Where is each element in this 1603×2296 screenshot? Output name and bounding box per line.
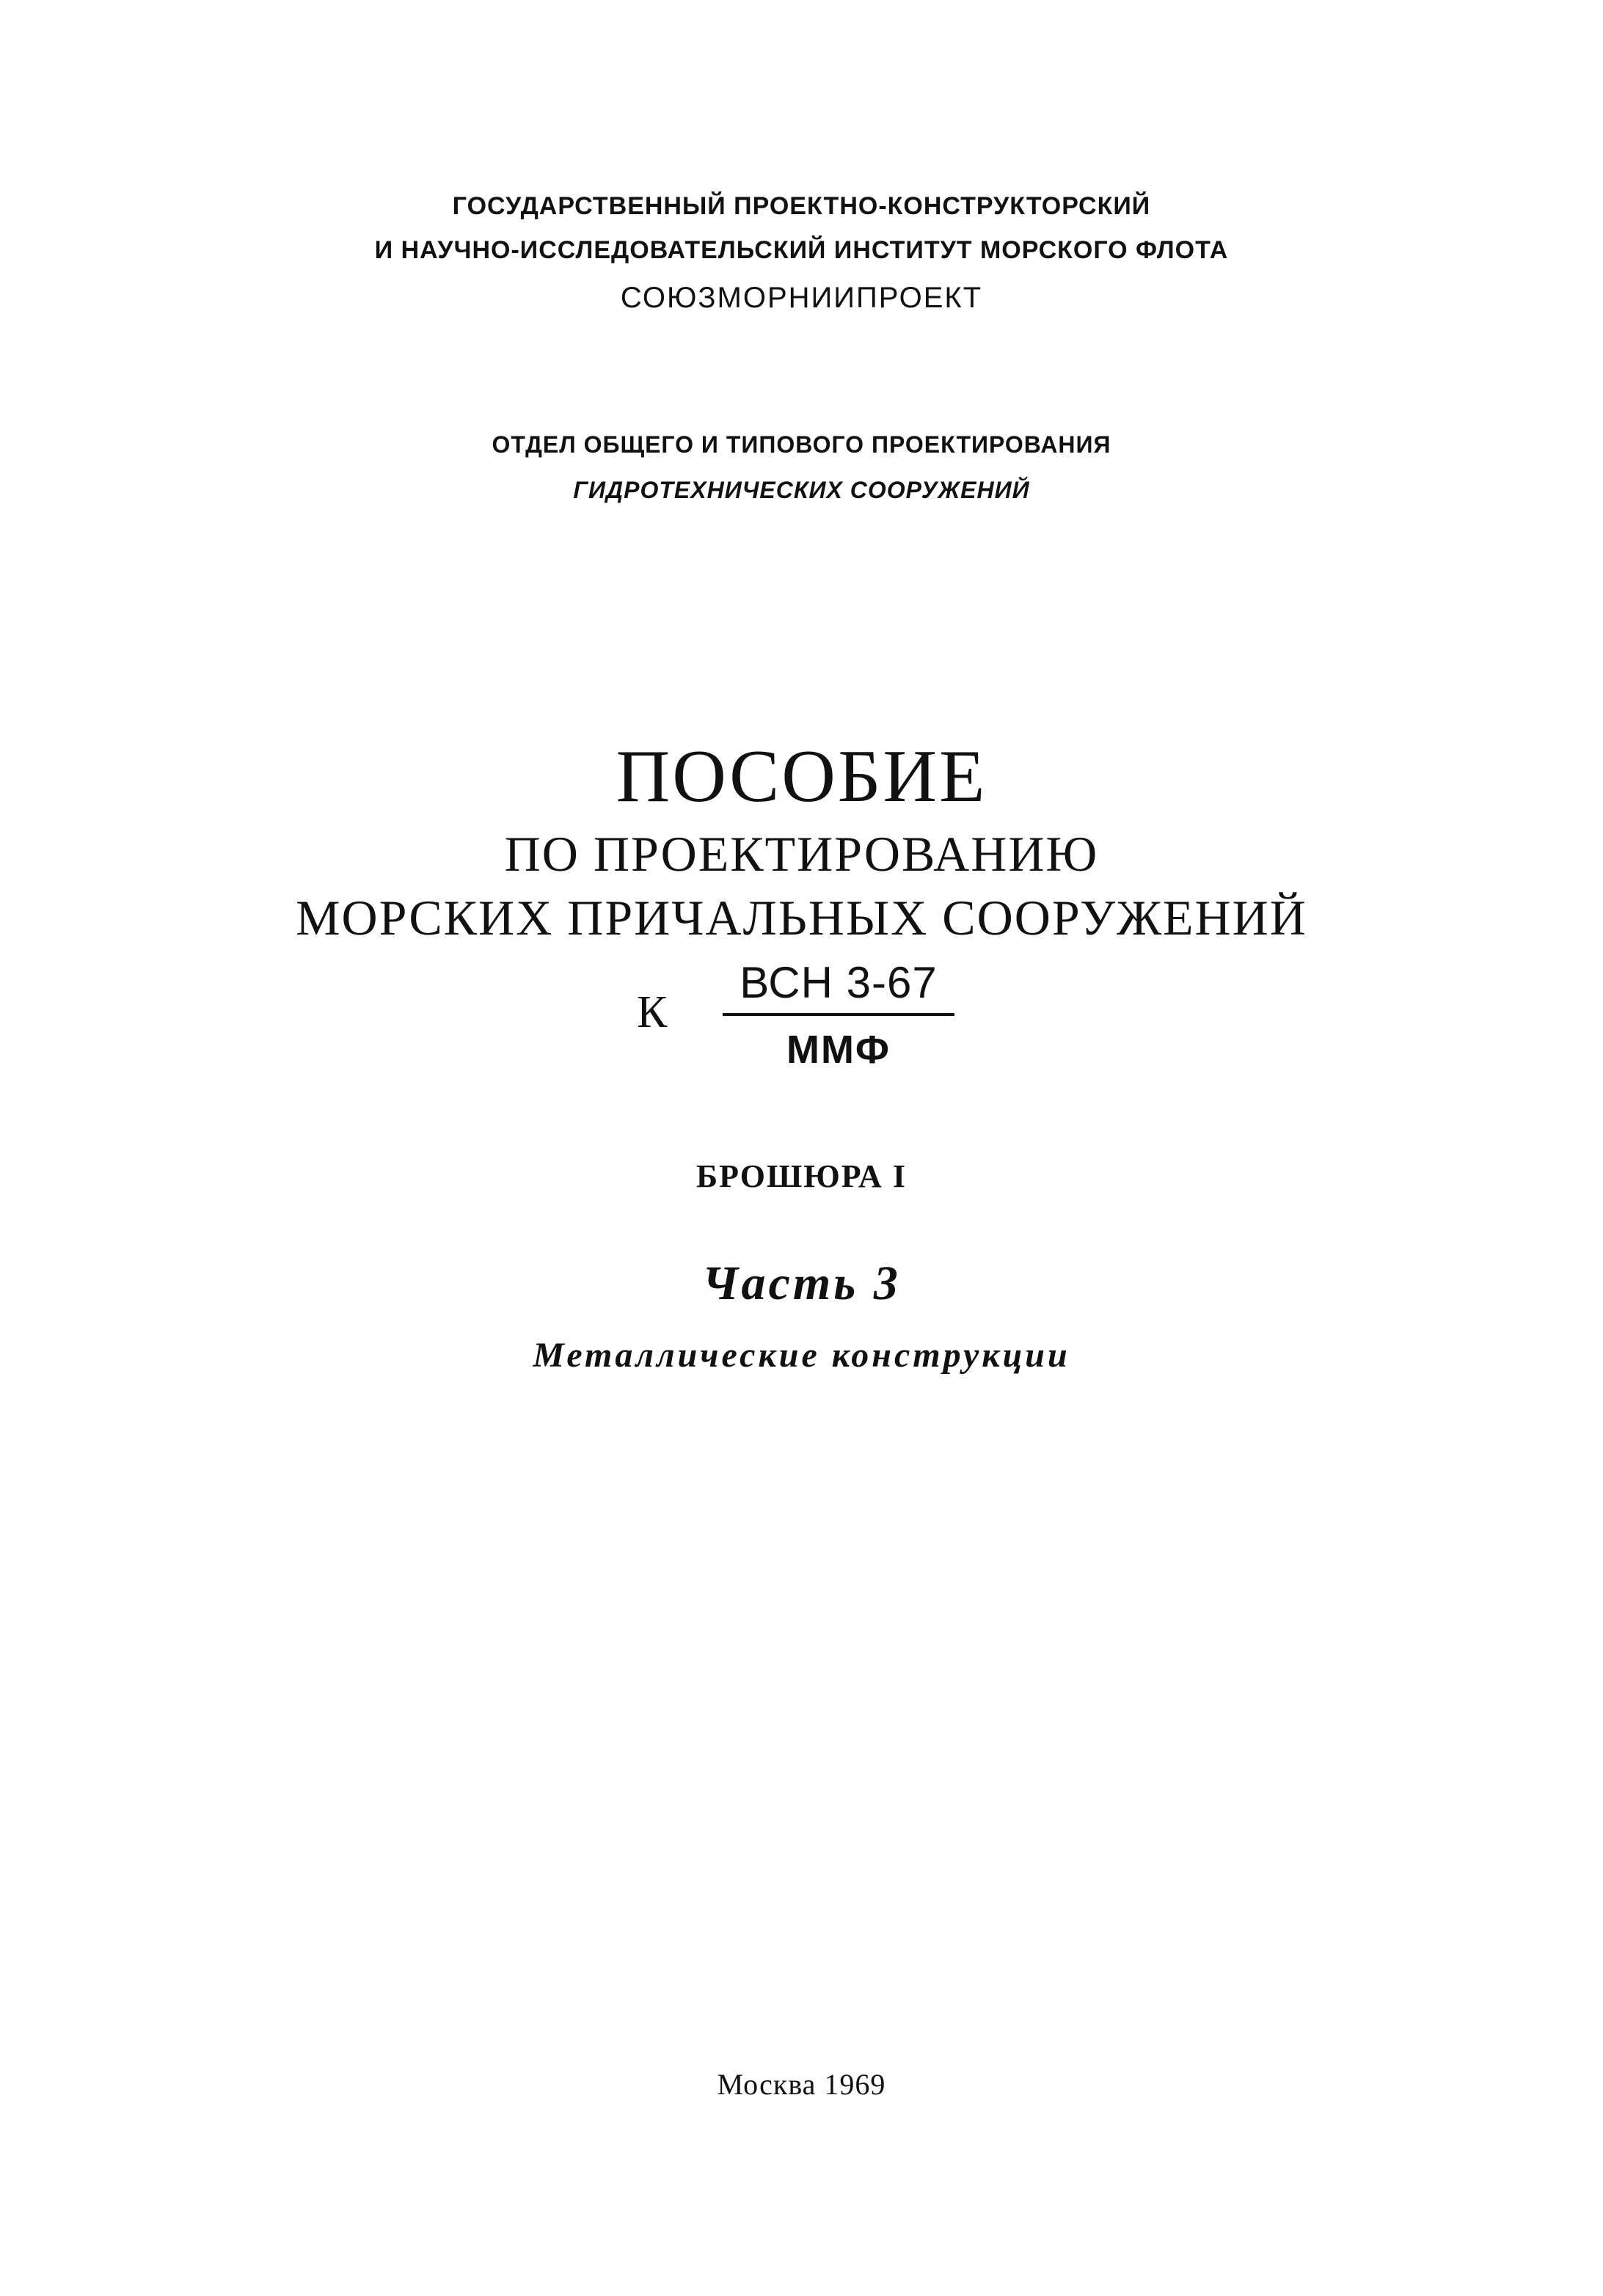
standard-prefix: К <box>637 987 668 1037</box>
department-line-1: ОТДЕЛ ОБЩЕГО И ТИПОВОГО ПРОЕКТИРОВАНИЯ <box>492 431 1111 458</box>
document-title: ПОСОБИЕ <box>616 735 987 818</box>
fraction-bar <box>723 1013 954 1016</box>
document-subtitle-line-1: ПО ПРОЕКТИРОВАНИЮ <box>504 826 1099 882</box>
brochure-label: БРОШЮРА I <box>696 1158 907 1194</box>
department-line-2: ГИДРОТЕХНИЧЕСКИХ СООРУЖЕНИЙ <box>573 477 1030 503</box>
part-label: Часть 3 <box>702 1257 901 1310</box>
organization-line-2: И НАУЧНО-ИССЛЕДОВАТЕЛЬСКИЙ ИНСТИТУТ МОРСКОГО ФЛОТА <box>374 236 1229 264</box>
organization-line-1: ГОСУДАРСТВЕННЫЙ ПРОЕКТНО-КОНСТРУКТОРСКИЙ <box>452 192 1151 220</box>
organization-name: СОЮЗМОРНИИПРОЕКТ <box>620 282 983 314</box>
standard-denominator: ММФ <box>786 1028 891 1072</box>
publication-place-year: Москва 1969 <box>717 2068 886 2101</box>
standard-numerator: ВСН 3-67 <box>740 958 938 1007</box>
document-subtitle-line-2: МОРСКИХ ПРИЧАЛЬНЫХ СООРУЖЕНИЙ <box>296 890 1307 946</box>
part-subtitle: Металлические конструкции <box>533 1336 1070 1375</box>
